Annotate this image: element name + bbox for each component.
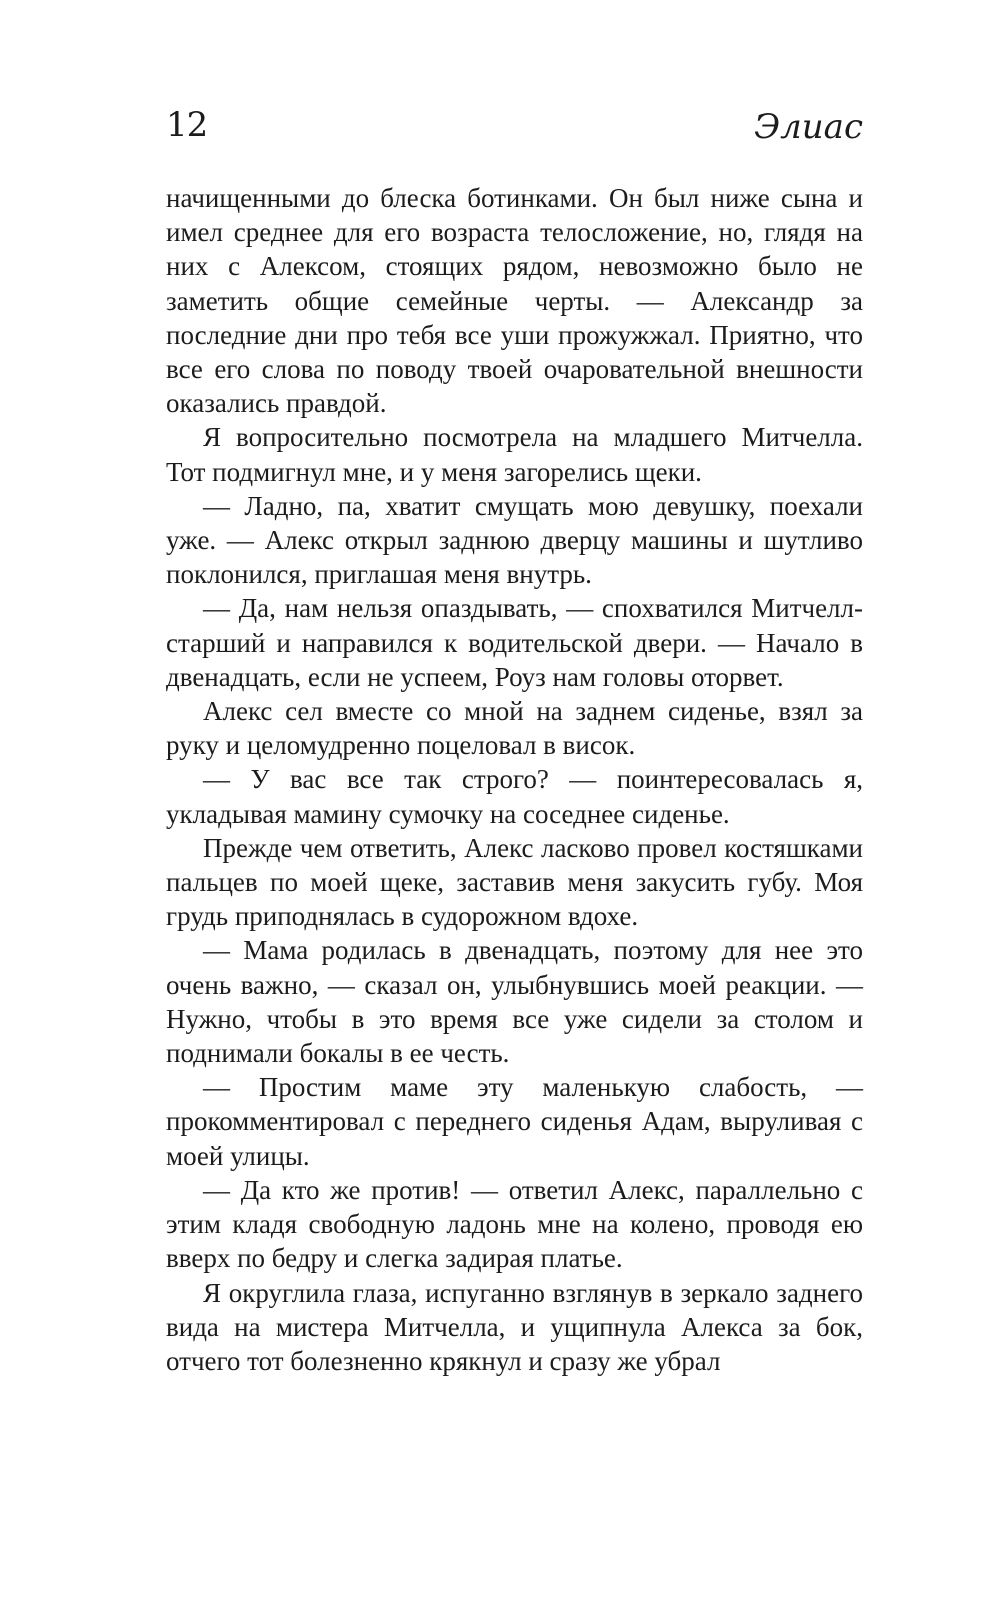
dialogue-paragraph: — Да, нам нельзя опаздывать, — спохватился Митчелл-старший и направился к водительской двери. — Начало в двенадцать, если не успеем, Роуз нам головы оторвет.	[166, 593, 863, 692]
paragraph: Алекс сел вместе со мной на заднем сиденье, взял за руку и целомудренно поцеловал в висок.	[166, 696, 863, 761]
dialogue-paragraph: — Мама родилась в двенадцать, поэтому для нее это очень важно, — сказал он, улыбнувшись моей реакции. — Нужно, чтобы в это время все уже сидели за столом и поднимали бокалы в ее честь.	[166, 935, 863, 1069]
body-text	[166, 181, 863, 1378]
dialogue-paragraph: — Ладно, па, хватит смущать мою девушку, поехали уже. — Алекс открыл заднюю дверцу машины и шутливо поклонился, приглашая меня внутрь.	[166, 490, 863, 590]
dialogue-paragraph: — Простим маме эту маленькую слабость, — прокомментировал с переднего сиденья Адам, выруливая с моей улицы.	[166, 1072, 863, 1171]
running-title: Элиас	[754, 107, 863, 147]
dialogue-paragraph: — У вас все так строго? — поинтересовалась я, укладывая мамину сумочку на соседнее сиденье.	[166, 764, 863, 829]
paragraph-continuation: начищенными до блеска ботинками. Он был ниже сына и имел среднее для его возраста телосложение, но, глядя на них с Алексом, стоящих рядом, невозможно было не заметить общие семейные черты. — Александр за последние дни про тебя все уши прожужжал. Приятно, что все его слова по поводу твоей очаровательной внешности оказались правдой.	[166, 183, 863, 419]
dialogue-paragraph: — Да кто же против! — ответил Алекс, параллельно с этим кладя свободную ладонь мне на колено, проводя ею вверх по бедру и слегка задирая платье.	[166, 1174, 863, 1274]
paragraph: Я вопросительно посмотрела на младшего Митчелла. Тот подмигнул мне, и у меня загорелись щеки.	[166, 422, 863, 487]
running-header	[166, 100, 863, 160]
paragraph: Я округлила глаза, испуганно взглянув в зеркало заднего вида на мистера Митчелла, и ущипнула Алекса за бок, отчего тот болезненно крякнул и сразу же убрал	[166, 1277, 863, 1376]
page-number: 12	[166, 105, 208, 145]
paragraph: Прежде чем ответить, Алекс ласково провел костяшками пальцев по моей щеке, заставив меня закусить губу. Моя грудь приподнялась в судорожном вдохе.	[166, 832, 863, 932]
